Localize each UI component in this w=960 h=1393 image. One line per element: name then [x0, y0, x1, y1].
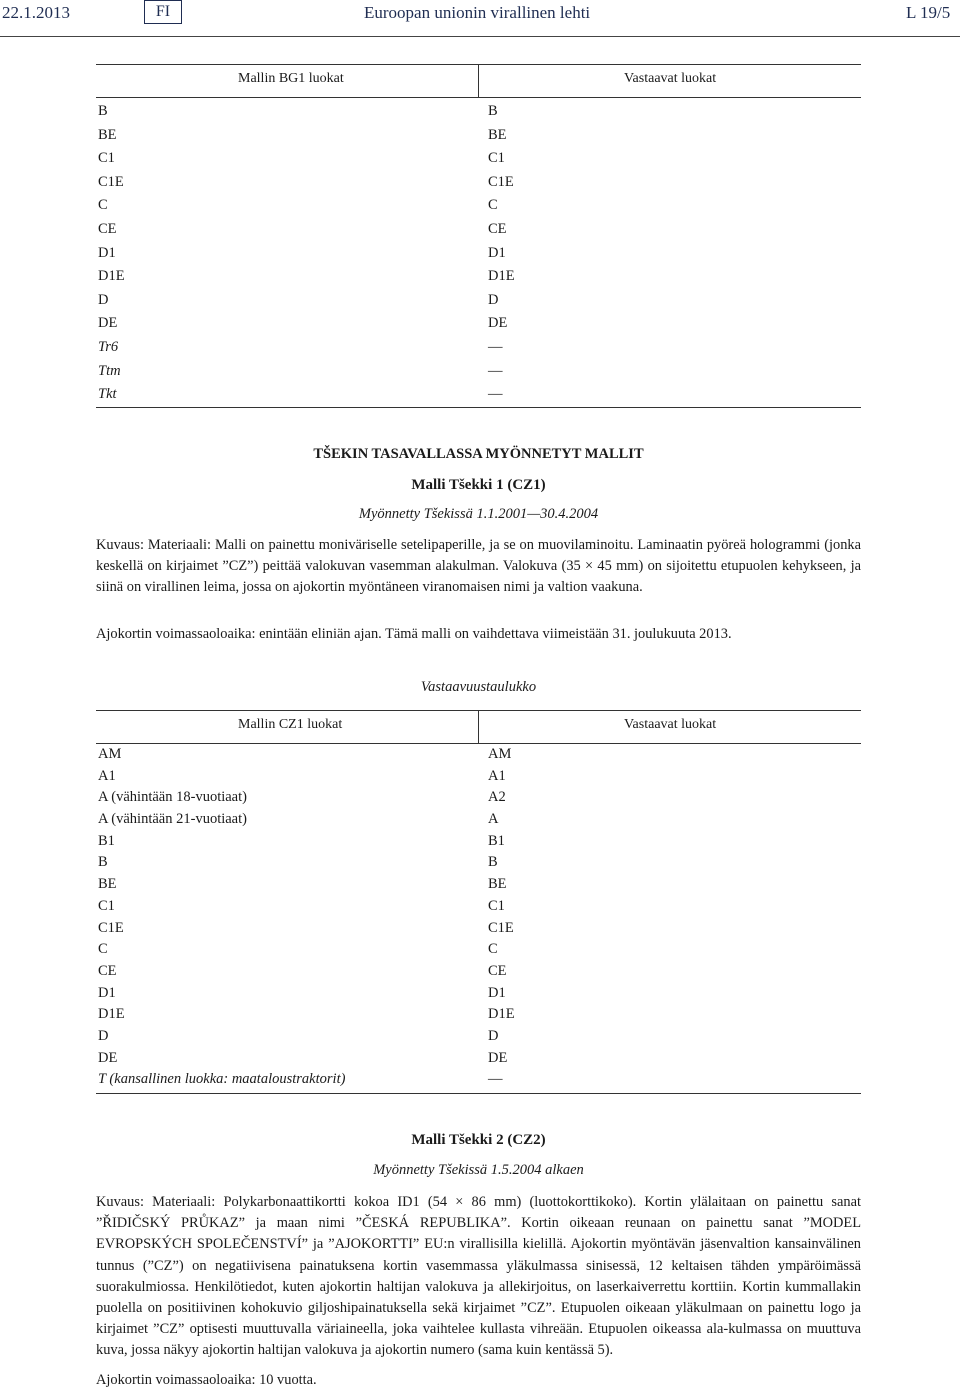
table-row — [96, 1026, 861, 1048]
language-code-box: FI — [144, 0, 182, 24]
table-row — [96, 961, 861, 983]
table-row — [96, 100, 861, 124]
equivalent-category: B — [488, 854, 498, 871]
journal-title: Euroopan unionin virallinen lehti — [364, 3, 591, 22]
table-row — [96, 852, 861, 874]
equivalent-category: C1E — [488, 173, 514, 190]
equivalent-category: A2 — [488, 789, 506, 806]
source-category: C — [98, 197, 108, 214]
table-row — [96, 939, 861, 961]
table-row — [96, 831, 861, 853]
equivalent-category: — — [488, 338, 503, 355]
table-row — [96, 194, 861, 218]
source-category: CE — [98, 220, 117, 237]
equivalent-category: CE — [488, 962, 507, 979]
model-title-cz1: Malli Tšekki 1 (CZ1) — [411, 477, 546, 493]
source-category: AM — [98, 746, 122, 762]
source-category: CE — [98, 962, 117, 979]
equivalent-category: — — [488, 1071, 503, 1088]
table-header — [96, 65, 861, 98]
table-row — [96, 918, 861, 940]
table-row — [96, 312, 861, 336]
source-category: Ttm — [98, 362, 121, 379]
source-category: T (kansallinen luokka: maataloustraktorit) — [98, 1071, 346, 1088]
equivalent-category: D1 — [488, 984, 506, 1001]
source-category: B — [98, 103, 108, 119]
model-validity-cz2: Ajokortin voimassaoloaika: 10 vuotta. — [96, 1372, 317, 1388]
table-row — [96, 766, 861, 788]
column-divider — [478, 65, 479, 97]
category-table-cz1 — [96, 710, 861, 1094]
equivalent-category: B1 — [488, 832, 505, 849]
table-row — [96, 744, 861, 766]
source-category: A (vähintään 21-vuotiaat) — [98, 811, 247, 828]
page-number: L 19/5 — [906, 3, 951, 22]
table-row — [96, 809, 861, 831]
source-category: C1 — [98, 897, 115, 914]
source-category: C1 — [98, 150, 115, 167]
source-category: C1E — [98, 173, 124, 190]
table-row — [96, 265, 861, 289]
model-title-cz2: Malli Tšekki 2 (CZ2) — [411, 1132, 546, 1148]
equivalent-category: DE — [488, 1049, 508, 1066]
source-category: D1 — [98, 244, 116, 261]
equivalent-category: D — [488, 1027, 499, 1044]
source-category: B — [98, 854, 108, 871]
equivalent-category: AM — [488, 746, 512, 762]
header-date: 22.1.2013 — [2, 3, 70, 22]
table-row — [96, 360, 861, 384]
equivalent-category: C1 — [488, 897, 505, 914]
column-header-source: Mallin CZ1 luokat — [238, 717, 343, 732]
table-row — [96, 1004, 861, 1026]
table-row — [96, 383, 861, 407]
model-description-cz2: Kuvaus: Materiaali: Polykarbonaattikortti kokoa ID1 (54 × 86 mm) (luottokorttikoko). Kortin ylälaitaan on painettu sanat ”ŘIDIČSKÝ PRŮKAZ” ja maan nimi ”ČESKÁ REPUBLIKA”. Kortin oikeaan reunaan on painettu sanat ”MODEL EVROPSKÝCH SPOLEČENSTVÍ” ja ”AJOKORTTI” EU:n virallisilla kielillä. Ajokortin myöntävän jäsenvaltion kansainvälinen tunnus (”CZ”) on negatiivisena painatuksena kortin vasemmassa yläkulmassa sinisessä, 12 keltaisen tähden ympäröimässä suorakulmiossa. Henkilötiedot, kuten ajokortin haltijan valokuva ja allekirjoitus, on laserkaiverrettu korttiin. Kortin kummallakin puolella on positiivinen kohokuvio giljoshipainatuksella sekä kirjaimet ”CZ”. Etupuolen oikeaan yläkulmaan on painettu logo ja kirjaimet ”CZ” optisesti muuttuvalla väriaineella, joka vaihtelee kullasta vihreään. Etupuolen oikeassa ala-kulmassa on muuttuva kuva, jossa näkyy ajokortin haltijan valokuva ja ajokortin numero (sama kuin kentässä 5). — [96, 1194, 861, 1359]
equivalent-category: BE — [488, 876, 507, 893]
table-row — [96, 896, 861, 918]
source-category: A (vähintään 18-vuotiaat) — [98, 789, 247, 806]
table-row — [96, 218, 861, 242]
table-row — [96, 983, 861, 1005]
source-category: BE — [98, 126, 117, 143]
table-row — [96, 787, 861, 809]
equivalent-category: B — [488, 103, 498, 119]
source-category: D1E — [98, 268, 125, 285]
table-row — [96, 1048, 861, 1070]
category-table-bg1 — [96, 64, 861, 408]
table-row — [96, 289, 861, 313]
source-category: D — [98, 1027, 109, 1044]
equivalent-category: A — [488, 811, 499, 828]
model-description-cz1: Kuvaus: Materiaali: Malli on painettu moniväriselle setelipaperille, ja se on muovilaminoitu. Laminaatin pyöreä hologrammi (jonka keskellä on kirjaimet ”CZ”) peittää valokuvan vasemman alakulman. Valokuva (35 × 45 mm) on sijoitettu etupuolen kehykseen, ja siinä on virallinen leima, jossa on ajokortin myöntäneen viranomaisen nimi ja valtion vaakuna. — [96, 537, 861, 595]
source-category: DE — [98, 315, 118, 332]
equivalent-category: — — [488, 362, 503, 379]
equivalent-category: C1E — [488, 919, 514, 936]
table-row — [96, 147, 861, 171]
equivalent-category: D — [488, 291, 499, 308]
source-category: A1 — [98, 767, 116, 784]
table-row — [96, 1069, 861, 1091]
table-header — [96, 711, 861, 744]
column-divider — [478, 711, 479, 743]
equivalent-category: D1E — [488, 268, 515, 285]
equivalent-category: A1 — [488, 767, 506, 784]
table-row — [96, 242, 861, 266]
equivalent-category: C — [488, 941, 498, 958]
source-category: C1E — [98, 919, 124, 936]
model-validity-cz1: Ajokortin voimassaoloaika: enintään eliniän ajan. Tämä malli on vaihdettava viimeistään 31. joulukuuta 2013. — [96, 626, 732, 642]
source-category: D1E — [98, 1006, 125, 1023]
source-category: Tr6 — [98, 338, 119, 355]
equivalent-category: C1 — [488, 150, 505, 167]
column-header-source: Mallin BG1 luokat — [238, 71, 344, 86]
equivalent-category: CE — [488, 220, 507, 237]
table-row — [96, 124, 861, 148]
source-category: D1 — [98, 984, 116, 1001]
section-heading: TŠEKIN TASAVALLASSA MYÖNNETYT MALLIT — [313, 446, 644, 462]
header-divider — [0, 36, 960, 37]
column-header-equivalent: Vastaavat luokat — [624, 717, 717, 732]
model-issued-cz1: Myönnetty Tšekissä 1.1.2001—30.4.2004 — [358, 506, 599, 522]
equivalent-category: DE — [488, 315, 508, 332]
table-row — [96, 336, 861, 360]
table-row — [96, 874, 861, 896]
model-issued-cz2: Myönnetty Tšekissä 1.5.2004 alkaen — [373, 1162, 584, 1178]
equivalent-category: BE — [488, 126, 507, 143]
table-row — [96, 171, 861, 195]
source-category: Tkt — [98, 386, 117, 403]
equivalent-category: — — [488, 386, 503, 403]
equivalent-category: C — [488, 197, 498, 214]
source-category: C — [98, 941, 108, 958]
equivalent-category: D1 — [488, 244, 506, 261]
correspondence-table-caption: Vastaavuustaulukko — [420, 679, 537, 695]
source-category: D — [98, 291, 109, 308]
column-header-equivalent: Vastaavat luokat — [624, 71, 717, 86]
equivalent-category: D1E — [488, 1006, 515, 1023]
source-category: BE — [98, 876, 117, 893]
source-category: B1 — [98, 832, 115, 849]
source-category: DE — [98, 1049, 118, 1066]
